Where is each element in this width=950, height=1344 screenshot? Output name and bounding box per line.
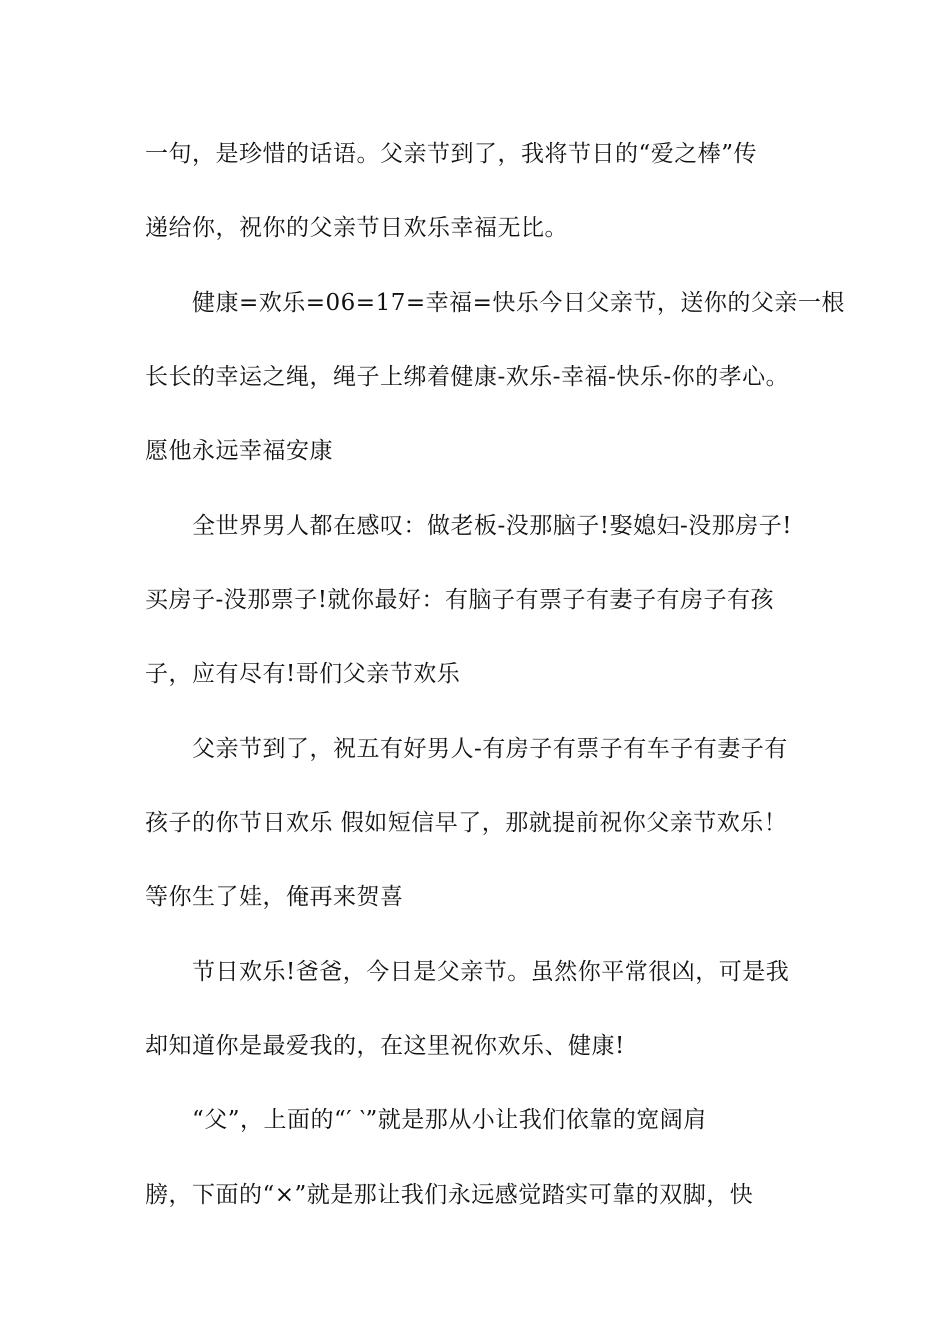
paragraph-start-line: 父亲节到了，祝五有好男人-有房子有票子有车子有妻子有 (192, 736, 788, 762)
paragraph-start-line: 健康=欢乐=06=17=幸福=快乐今日父亲节，送你的父亲一根 (192, 290, 845, 316)
paragraph-start-line: “父”，上面的“′ ‵”就是那从小让我们依靠的宽阔肩 (192, 1107, 707, 1133)
text-line: 孩子的你节日欢乐 假如短信早了，那就提前祝你父亲节欢乐！ (145, 810, 788, 836)
text-line: 长长的幸运之绳，绳子上绑着健康-欢乐-幸福-快乐-你的孝心。 (145, 364, 790, 390)
text-line: 膀，下面的“×”就是那让我们永远感觉踏实可靠的双脚，快 (145, 1182, 754, 1208)
text-line: 一句，是珍惜的话语。父亲节到了，我将节日的“爱之棒”传 (145, 141, 758, 167)
text-line: 愿他永远幸福安康 (145, 438, 333, 464)
paragraph-start-line: 全世界男人都在感叹：做老板-没那脑子!娶媳妇-没那房子! (192, 513, 793, 539)
paragraph-start-line: 节日欢乐!爸爸，今日是父亲节。虽然你平常很凶，可是我 (192, 959, 790, 985)
text-line: 买房子-没那票子!就你最好：有脑子有票子有妻子有房子有孩 (145, 587, 775, 613)
text-line: 却知道你是最爱我的，在这里祝你欢乐、健康! (145, 1033, 625, 1059)
text-line: 等你生了娃，俺再来贺喜 (145, 884, 404, 910)
text-line: 子，应有尽有!哥们父亲节欢乐 (145, 661, 461, 687)
text-line: 递给你，祝你的父亲节日欢乐幸福无比。 (145, 215, 568, 241)
